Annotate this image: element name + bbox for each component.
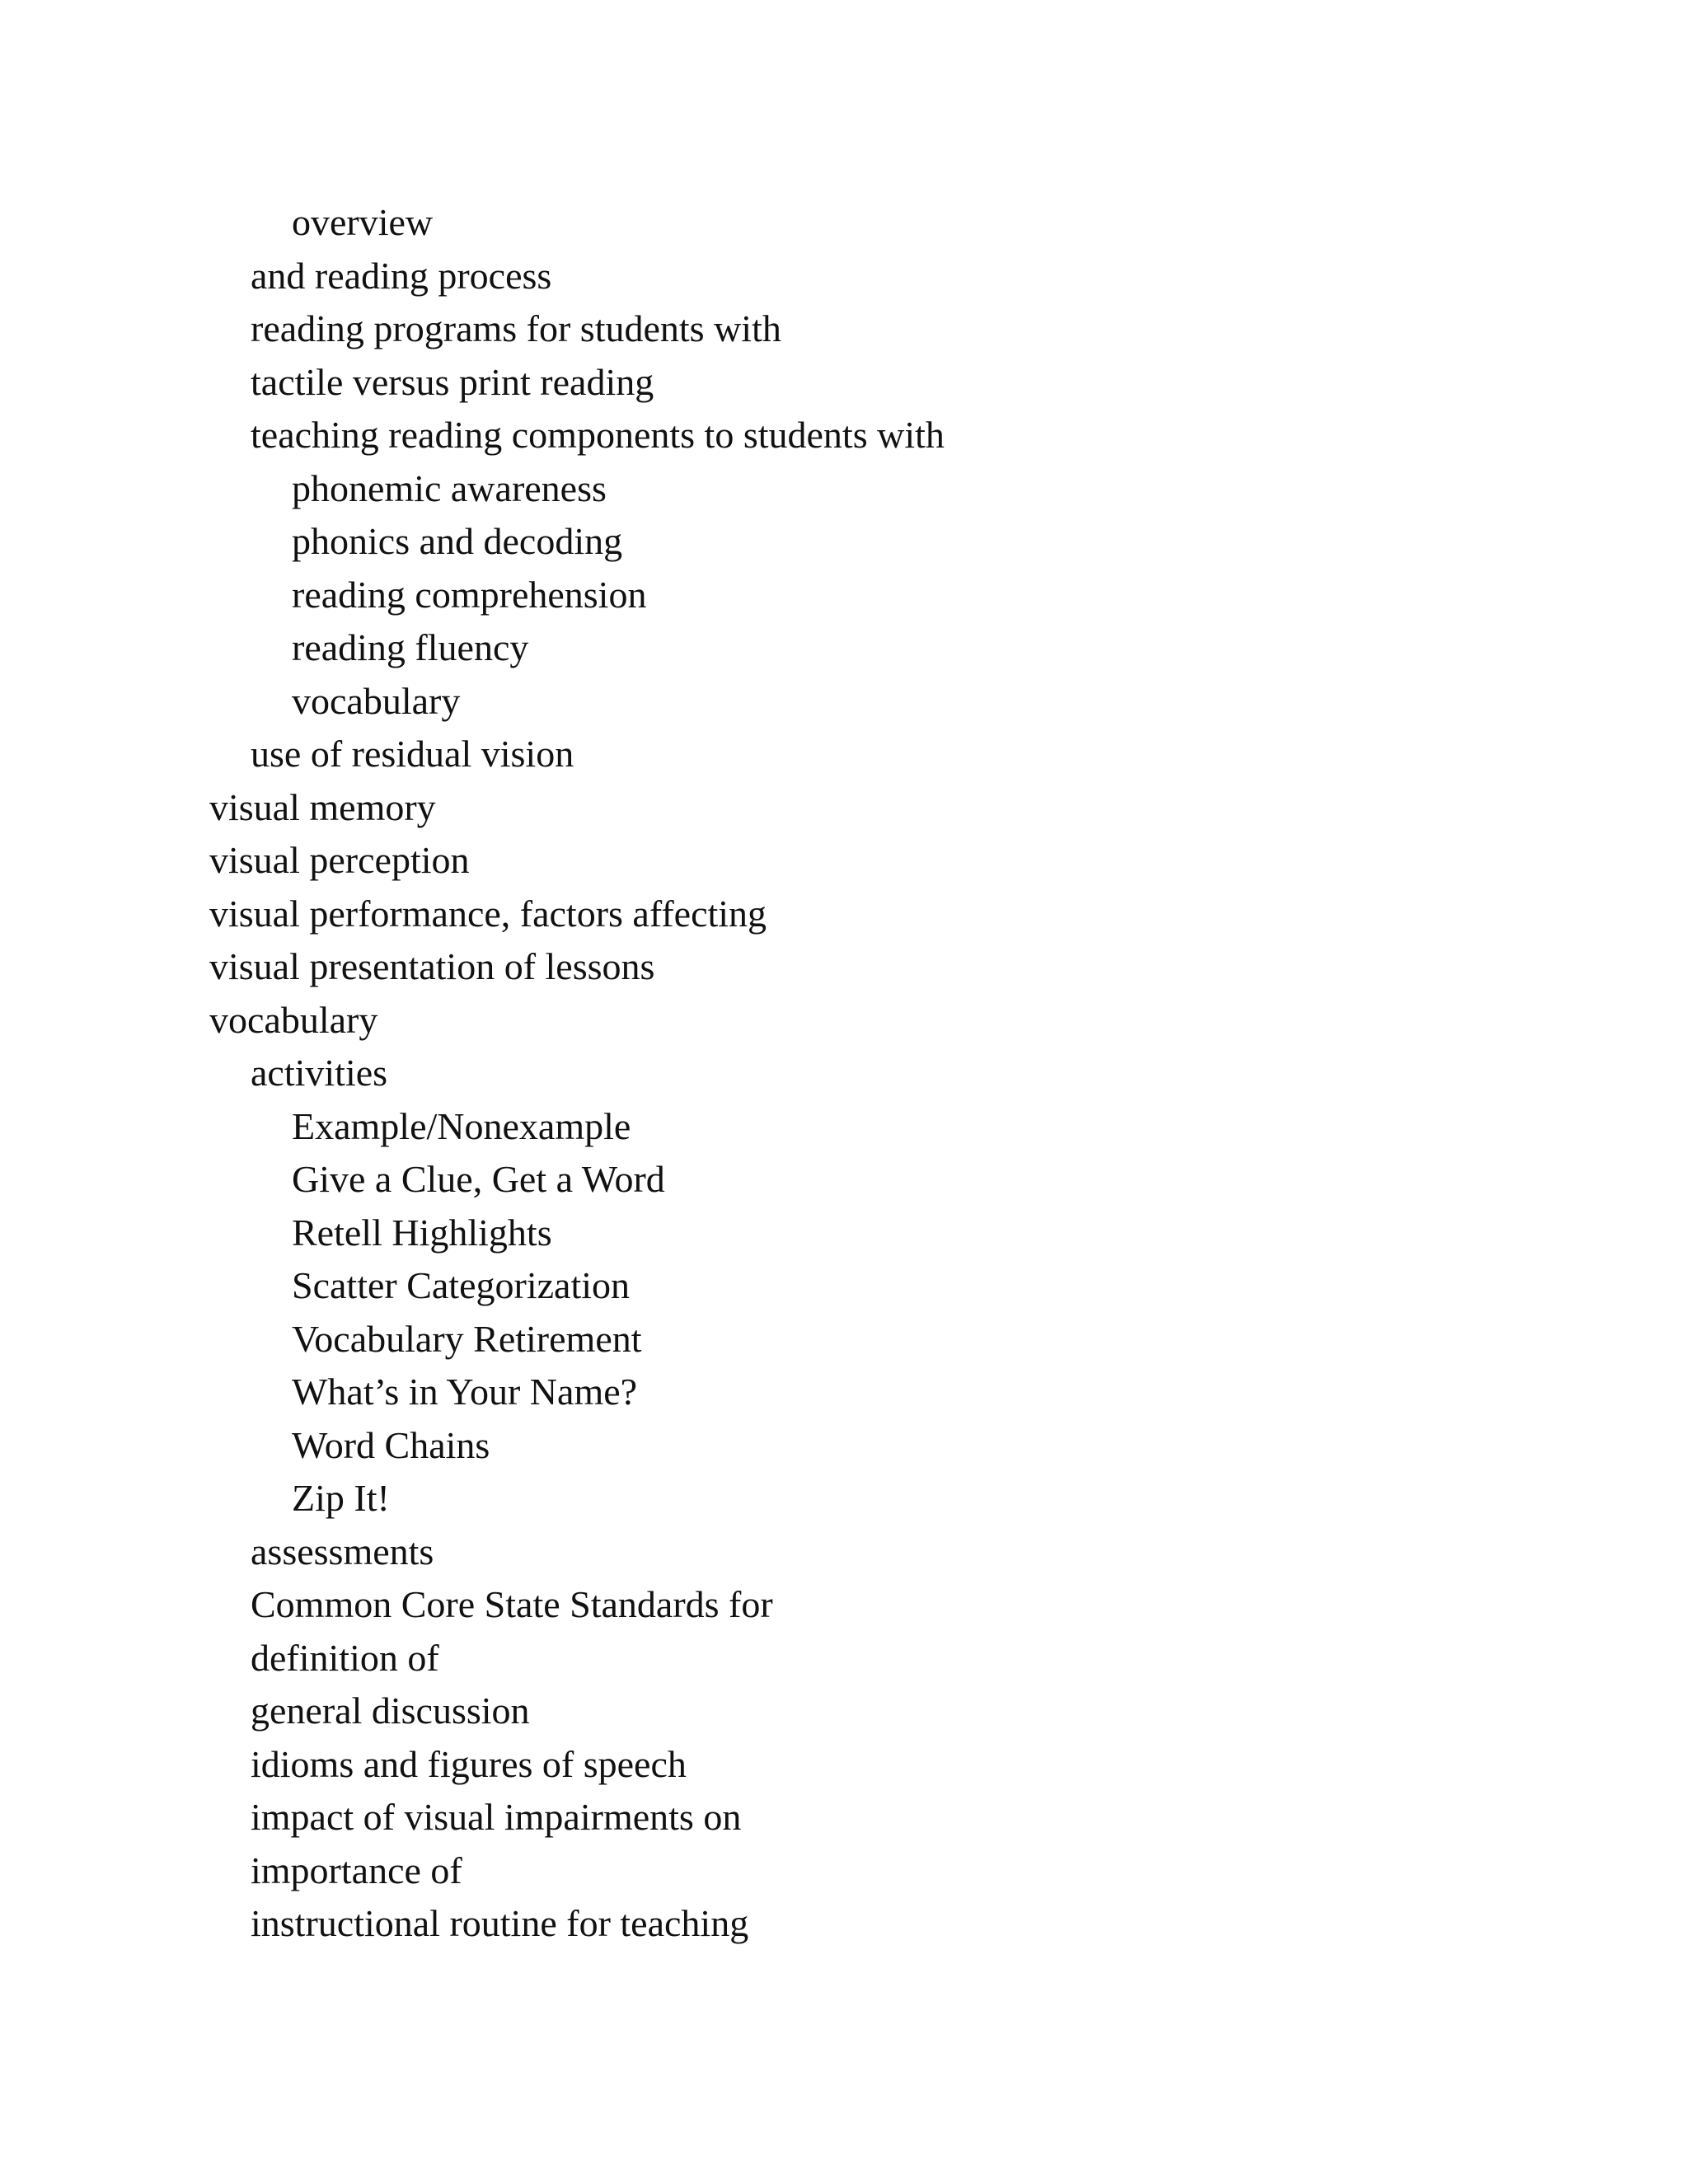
index-entry-level-1: activities xyxy=(251,1052,388,1094)
index-entry-level-1: definition of xyxy=(251,1636,439,1679)
index-entry-level-2: overview xyxy=(292,201,434,243)
index-entry-level-2: Word Chains xyxy=(292,1423,490,1466)
index-entry-level-2: vocabulary xyxy=(292,679,461,722)
index-entry-level-1: general discussion xyxy=(251,1690,530,1732)
index-entry-level-1: reading programs for students with xyxy=(251,307,781,349)
index-entry-level-2: Give a Clue, Get a Word xyxy=(292,1158,665,1200)
index-entry-level-1: teaching reading components to students with xyxy=(251,414,945,456)
index-entry-level-0: vocabulary xyxy=(209,998,378,1041)
index-entry-level-2: What’s in Your Name? xyxy=(292,1371,638,1413)
index-entry-level-0: visual presentation of lessons xyxy=(209,945,655,987)
index-entry-level-1: idioms and figures of speech xyxy=(251,1742,687,1785)
index-entry-level-1: use of residual vision xyxy=(251,733,574,775)
index-entry-level-1: and reading process xyxy=(251,254,552,297)
index-entry-level-1: instructional routine for teaching xyxy=(251,1902,749,1944)
index-entry-level-1: tactile versus print reading xyxy=(251,360,654,403)
index-entry-level-1: assessments xyxy=(251,1530,434,1572)
index-entry-level-0: visual performance, factors affecting xyxy=(209,892,767,935)
index-entry-level-0: visual perception xyxy=(209,839,470,881)
index-entry-level-2: Retell Highlights xyxy=(292,1211,552,1254)
index-entry-level-2: Scatter Categorization xyxy=(292,1264,631,1306)
index-entry-level-2: Vocabulary Retirement xyxy=(292,1317,642,1360)
index-entry-level-1: importance of xyxy=(251,1849,462,1891)
index-entry-level-2: Zip It! xyxy=(292,1477,390,1519)
index-entry-level-2: phonemic awareness xyxy=(292,466,607,509)
index-entry-level-2: phonics and decoding xyxy=(292,520,623,562)
index-entry-level-0: visual memory xyxy=(209,785,436,828)
index-entry-level-2: reading fluency xyxy=(292,626,529,668)
index-entry-level-2: Example/Nonexample xyxy=(292,1104,631,1147)
index-entry-level-2: reading comprehension xyxy=(292,573,647,616)
index-entry-level-1: impact of visual impairments on xyxy=(251,1796,742,1838)
index-entry-level-1: Common Core State Standards for xyxy=(251,1583,773,1625)
